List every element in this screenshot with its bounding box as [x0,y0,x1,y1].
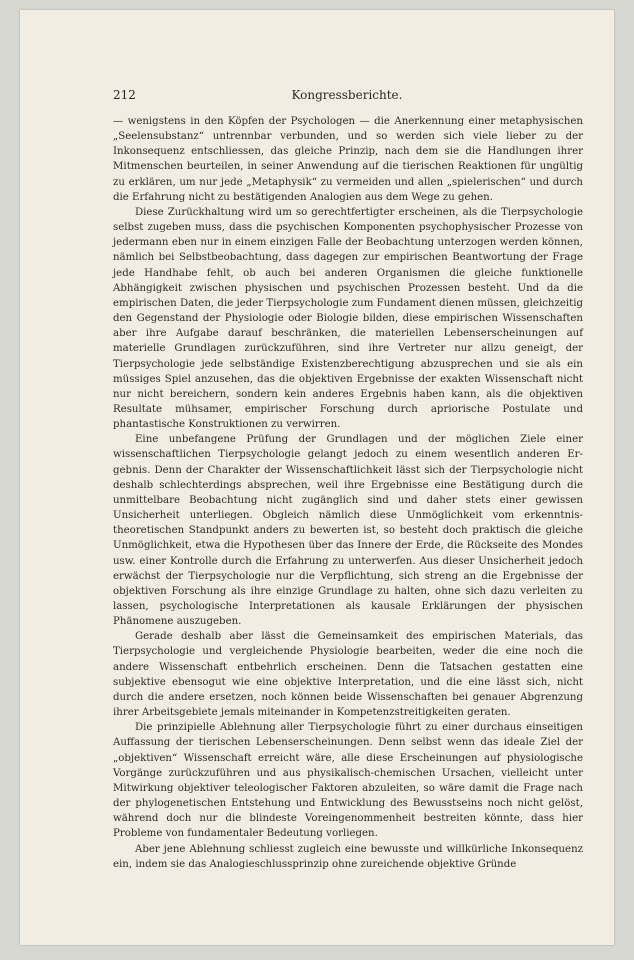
body-text [113,114,583,872]
page-header [113,88,581,104]
page-number: 212 [113,88,136,102]
running-head: Kongressberichte. [291,88,403,102]
paragraph: Aber jene Ablehnung schliesst zugleich eine bewusste und willkürliche Inkonsequenz ein, indem sie das Analogieschlussprinzip ohne zureichende objektive Gründe [113,843,583,870]
paragraph: — wenigstens in den Köpfen der Psychologen — die Anerkennung einer metaphysischen „Seelensubstanz“ untrennbar verbunden, und so werden sich viele lieber zu der Inkonsequenz entschliessen, das gleiche Prinzip, nach dem sie die Handlungen ihrer Mitmenschen beurteilen, in seiner Anwendung auf die tierischen Reaktionen für ungültig zu erklären, um nur jede „Metaphysik“ zu vermeiden und allen „spielerischen“ und durch die Erfahrung nicht zu bestätigenden Analogien aus dem Wege zu gehen. [113,116,583,203]
paragraph: Gerade deshalb aber lässt die Gemeinsamkeit des empirischen Materials, das Tierpsychologie und vergleichende Physiologie bearbeiten, weder die eine noch die andere Wissenschaft entbehrlich erscheinen. Denn die Tatsachen gestatten eine subjektive ebensogut wie eine objektive Interpretation, und die eine lässt sich, nicht durch die andere ersetzen, noch können beide Wissenschaften bei genauer Abgrenzung ihrer Arbeitsgebiete jemals miteinander in Kompetenzstreitigkeiten geraten. [113,631,583,719]
paragraph: Eine unbefangene Prüfung der Grundlagen und der möglichen Ziele einer wissenschaftlichen Tierpsychologie gelangt jedoch zu einem wesentlich anderen Ergebnis. Denn der Charakter der Wissenschaftlichkeit lässt sich der Tierpsychologie nicht deshalb schlechterdings absprechen, weil ihre Ergebnisse eine Bestätigung durch die unmittelbare Beobachtung nicht zugänglich sind und daher stets einer gewissen Unsicherheit unterliegen. Obgleich nämlich diese Unmöglichkeit vom erkenntnistheoretischen Standpunkt anders zu bewerten ist, so besteht doch praktisch die gleiche Unmöglichkeit, etwa die Hypothesen über das Innere der Erde, die Rückseite des Mondes usw. einer Kontrolle durch die Erfahrung zu unterwerfen. Aus dieser Unsicherheit jedoch erwächst der Tierpsychologie nur die Verpflichtung, sich streng an die Ergebnisse der objektiven Forschung als ihre einzige Grundlage zu halten, ohne sich dazu verleiten zu lassen, psychologische Interpretationen als kausale Erklärungen der physischen Phänomene auszugeben. [113,434,583,628]
paragraph: Die prinzipielle Ablehnung aller Tierpsychologie führt zu einer durchaus einseitigen Auffassung der tierischen Lebenserscheinungen. Denn selbst wenn das ideale Ziel der „objektiven“ Wissenschaft erreicht wäre, alle diese Erscheinungen auf physiologische Vorgänge zurückzuführen und aus physikalisch-chemischen Ursachen, vielleicht unter Mitwirkung objektiver teleologischer Faktoren abzuleiten, so wäre damit die Frage nach der phylogenetischen Entstehung und Entwicklung des Bewusstseins noch nicht gelöst, während doch nur die blindeste Voreingenommenheit bestreiten könnte, dass hier Probleme von fundamentaler Bedeutung vorliegen. [113,722,583,840]
book-page [20,10,614,945]
paragraph: Diese Zurückhaltung wird um so gerechtfertigter erscheinen, als die Tierpsychologie selbst zugeben muss, dass die psychischen Komponenten psychophysischer Prozesse von jedermann eben nur in einem einzigen Falle der Beobachtung unterzogen werden können, nämlich bei Selbstbeobachtung, dass dagegen zur empirischen Beantwortung der Frage jede Handhabe fehlt, ob auch bei anderen Organismen die gleiche funktionelle Abhängigkeit zwischen physischen und psychischen Prozessen besteht. Und da die empirischen Daten, die jeder Tierpsychologie zum Fundament dienen müssen, gleichzeitig den Gegenstand der Physiologie oder Biologie bilden, diese empirischen Wissenschaften aber ihre Aufgabe darauf beschränken, die materiellen Lebenserscheinungen auf materielle Grundlagen zurückzuführen, sind ihre Vertreter nur allzu geneigt, der Tierpsychologie jede selbständige Existenzberechtigung abzusprechen und sie als ein müssiges Spiel anzusehen, das die objektiven Ergebnisse der exakten Wissenschaft nicht nur nicht bereichern, sondern kein anderes Ergebnis haben kann, als die objektiven Resultate mühsamer, empirischer Forschung durch apriorische Postulate und phantastische Konstruktionen zu verwirren. [113,206,583,431]
